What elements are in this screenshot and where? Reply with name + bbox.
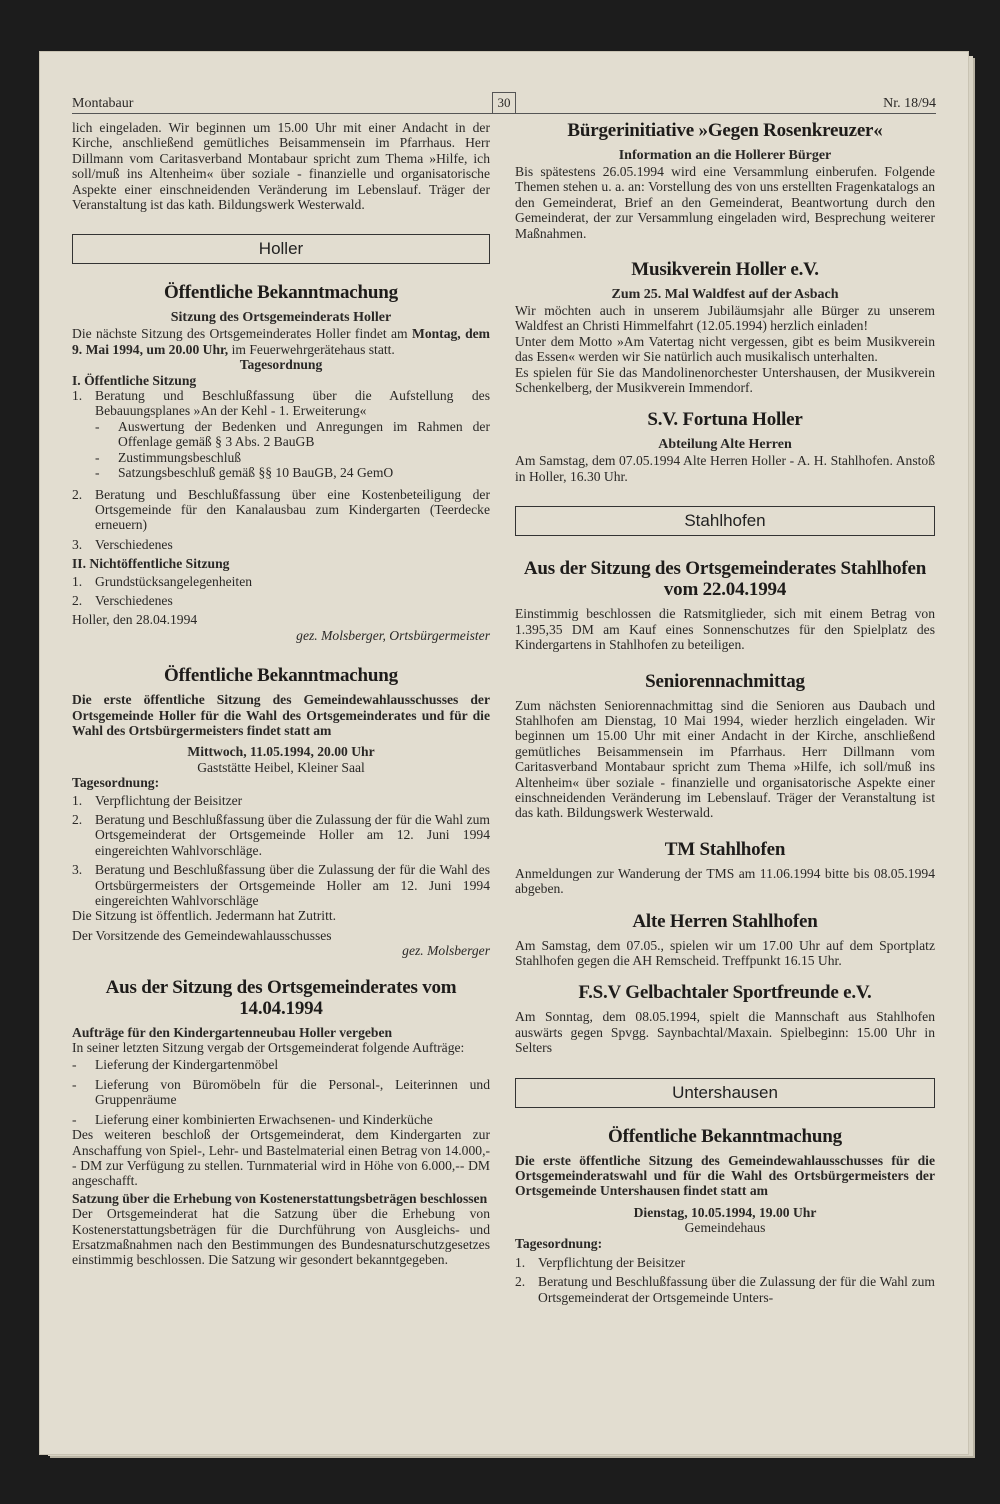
tm-title: TM Stahlhofen (664, 838, 786, 860)
uh-notice-intro: Die erste öffentliche Sitzung des Gemeindewahlausschusses für die Ortsgemeinderatswahl und für die Wahl des Ortsbürgermeisters der Ortsgemeinde Untershausen findet statt am (515, 1152, 935, 1199)
notice3-title: Aus der Sitzung des Ortsgemeinderates vom 14.04.1994 (105, 976, 457, 1019)
notice2-signature: gez. Molsberger (402, 943, 490, 959)
section-holler: Holler (72, 234, 490, 264)
notice3-text3: Der Ortsgemeinderat hat die Satzung über die Erhebung von Kostenerstattungsbeträgen für die Durchführung von Ausgleichs- und Ersatzmaßnahmen nach den Bestimmungen des Bundesnaturschutzgesetzes einstimmig beschlossen. Die Satzung wir gesondert bekanntgegeben. (72, 1206, 490, 1268)
agenda-subitem: - Satzungsbeschluß gemäß §§ 10 BauGB, 24 GemO (95, 465, 394, 481)
agenda-item: 2. Verschiedenes (72, 592, 173, 608)
section-untershausen: Untershausen (515, 1078, 935, 1108)
notice1-signature: gez. Molsberger, Ortsbürgermeister (296, 627, 490, 643)
uh-notice-title: Öffentliche Bekanntmachung (608, 1125, 842, 1147)
fsv-text: Am Sonntag, dem 08.05.1994, spielt die Mannschaft aus Stahlhofen auswärts gegen Spvgg. Saynbachtal/Maxain. Spielbeginn: 15.00 Uhr in Selters (515, 1009, 935, 1056)
page-number: 30 (492, 92, 516, 114)
notice2-intro: Die erste öffentliche Sitzung des Gemeindewahlausschusses der Ortsgemeinde Holler für die Wahl des Ortsgemeinderates und für die Wahl des Ortsbürgermeisters findet statt am (72, 692, 490, 738)
right-column (515, 120, 935, 1305)
fsv-title: F.S.V Gelbachtaler Sportfreunde e.V. (578, 982, 872, 1004)
notice2-chair: Der Vorsitzende des Gemeindewahlausschusses (72, 927, 332, 943)
senioren-text: Zum nächsten Seniorennachmittag sind die Senioren aus Daubach und Stahlhofen am Dienstag, 10 Mai 1994, wieder herzlich eingeladen. Wir beginnen um 15.00 Uhr mit einer Andacht in der Kirche, anschließend gemütliches Beisammensein im Pfarrhaus. Herr Dillmann vom Caritasverband Montabaur spricht zum Thema »Hilfe, ich soll/muß ins Altenheim« über soziale - finanzielle und organisatorische Aspekte einer einschneidenden Veränderung im Lebenslauf. Träger der Veranstaltung ist das kath. Bildungswerk Westerwald. (515, 697, 935, 821)
agenda-item: 1. Grundstücksangelegenheiten (72, 573, 253, 589)
notice2-location: Gaststätte Heibel, Kleiner Saal (197, 759, 365, 775)
agenda-item: 2. Beratung und Beschlußfassung über die Zulassung der für die Wahl zum Ortsgemeinderat der Ortsgemeinde Unters- (515, 1274, 935, 1305)
list-item: - Lieferung von Büromöbeln für die Personal-, Leiterinnen und Gruppenräume (72, 1076, 490, 1108)
uh-notice-datetime: Dienstag, 10.05.1994, 19.00 Uhr (633, 1204, 817, 1220)
sitzung-title: Aus der Sitzung des Ortsgemeinderates Stahlhofen vom 22.04.1994 (523, 558, 927, 601)
tm-text: Anmeldungen zur Wanderung der TMS am 11.06.1994 bitte bis 08.05.1994 abgeben. (515, 865, 935, 897)
notice3-items (72, 1057, 490, 1127)
notice1-text: Die nächste Sitzung des Ortsgemeinderates Holler findet am Montag, dem 9. Mai 1994, um 20.00 Uhr, im Feuerwehrgerätehaus statt. (72, 326, 490, 357)
notice1-subitems (72, 419, 490, 481)
fortuna-subtitle: Abteilung Alte Herren (658, 437, 792, 453)
left-column (72, 120, 490, 1268)
notice1-title: Öffentliche Bekanntmachung (164, 282, 398, 304)
notice2-datetime: Mittwoch, 11.05.1994, 20.00 Uhr (187, 744, 375, 760)
uh-notice-agenda (515, 1255, 935, 1305)
agenda-item: 2. Beratung und Beschlußfassung über eine Kostenbeteiligung der Ortsgemeinde für den Kanalausbau zum Kindergarten (Teerdecke erneuern) (72, 486, 490, 533)
notice1-public-heading: I. Öffentliche Sitzung (72, 372, 197, 388)
notice1-agenda (72, 388, 490, 419)
uh-notice-location: Gemeindehaus (684, 1220, 766, 1236)
notice3-text2: Des weiteren beschloß der Ortsgemeinderat, dem Kindergarten zur Anschaffung von Spiel-, Lehr- und Bastelmaterial einen Betrag von 14.000,-- DM zur Verfügung zu stellen. Turnmaterial wird in Höhe von 6.000,-- DM angeschafft. (72, 1127, 490, 1189)
musik-subtitle: Zum 25. Mal Waldfest auf der Asbach (611, 287, 839, 303)
senioren-title: Seniorennachmittag (645, 670, 805, 692)
notice2-title: Öffentliche Bekanntmachung (164, 665, 398, 687)
fortuna-text: Am Samstag, dem 07.05.1994 Alte Herren Holler - A. H. Stahlhofen. Anstoß in Holler, 16.30 Uhr. (515, 453, 935, 484)
section-stahlhofen: Stahlhofen (515, 506, 935, 536)
list-item: - Lieferung einer kombinierten Erwachsenen- und Kinderküche (72, 1111, 433, 1127)
bi-title: Bürgerinitiative »Gegen Rosenkreuzer« (567, 120, 883, 141)
agenda-item: 3. Verschiedenes (72, 536, 173, 552)
fortuna-title: S.V. Fortuna Holler (647, 409, 803, 431)
bi-subtitle: Information an die Hollerer Bürger (618, 148, 832, 163)
musik-title: Musikverein Holler e.V. (631, 259, 819, 281)
agenda-item: 1. Verpflichtung der Beisitzer (72, 792, 243, 808)
notice1-subtitle: Sitzung des Ortsgemeinderats Holler (170, 310, 392, 326)
agenda-item: 1. Verpflichtung der Beisitzer (515, 1255, 686, 1271)
notice1-agenda-cont (72, 487, 490, 553)
notice2-public-note: Die Sitzung ist öffentlich. Jedermann hat Zutritt. (72, 908, 337, 924)
notice1-date: Holler, den 28.04.1994 (72, 612, 198, 628)
notice2-agenda-heading: Tagesordnung: (72, 775, 160, 791)
musik-text3: Es spielen für Sie das Mandolinenorchester Untershausen, der Musikverein Schenkelberg, der Musikverein Immendorf. (515, 364, 935, 396)
musik-text2: Unter dem Motto »Am Vatertag nicht vergessen, gibt es beim Musikverein das Essen« werden wir Sie natürlich auch musikalisch unterhalten. (515, 333, 935, 365)
page-header (72, 92, 936, 114)
issue-number: Nr. 18/94 (883, 96, 936, 111)
notice3-heading1: Aufträge für den Kindergartenneubau Holler vergeben (72, 1024, 393, 1040)
list-item: - Lieferung der Kindergartenmöbel (72, 1057, 279, 1073)
agenda-subitem: - Zustimmungsbeschluß (95, 449, 242, 465)
agenda-item: 3. Beratung und Beschlußfassung über die Zulassung der für die Wahl des Ortsbürgermeisters der Ortsgemeinde Holler am 12. Juni 1994 eingereichten Wahlvorschläge (72, 862, 490, 909)
notice1-private-heading: II. Nichtöffentliche Sitzung (72, 556, 230, 572)
ah-text: Am Samstag, dem 07.05., spielen wir um 17.00 Uhr auf dem Sportplatz Stahlhofen gegen die AH Remscheid. Treffpunkt 16.15 Uhr. (515, 937, 935, 968)
notice3-text1: In seiner letzten Sitzung vergab der Ortsgemeinderat folgende Aufträge: (72, 1040, 465, 1056)
agenda-subitem: - Auswertung der Bedenken und Anregungen im Rahmen der Offenlage gemäß § 3 Abs. 2 BauGB (95, 418, 490, 450)
continued-text: lich eingeladen. Wir beginnen um 15.00 Uhr mit einer Andacht in der Kirche, anschließend gemütliches Beisammensein im Pfarrhaus. Herr Dillmann vom Caritasverband Montabaur spricht zum Thema »Hilfe, ich soll/muß ins Altenheim« über soziale - finanzielle und organisatorische Aspekte einer einschneidenden Veränderung im Lebenslauf. Träger der Veranstaltung ist das kath. Bildungswerk Westerwald. (72, 120, 490, 213)
ah-title: Alte Herren Stahlhofen (632, 910, 818, 932)
uh-notice-agenda-heading: Tagesordnung: (515, 1235, 603, 1251)
bi-text: Bis spätestens 26.05.1994 wird eine Versammlung einberufen. Folgende Themen stehen u. a. an: Vorstellung des von uns erstellten Fragenkatalogs an den Gemeinderat, Brief an den Gemeinderat, Beantwortung durch den Gemeinderat, der zur Versammlung eingeladen wird, Besprechung weiterer Maßnahmen. (515, 164, 935, 241)
musik-text1: Wir möchten auch in unserem Jubiläumsjahr alle Bürger zu unserem Waldfest an Christi Himmelfahrt (12.05.1994) herzlich einladen! (515, 303, 935, 334)
header-place: Montabaur (72, 96, 134, 111)
header-rule (72, 113, 936, 114)
notice3-heading2: Satzung über die Erhebung von Kostenerstattungsbeträgen beschlossen (72, 1190, 488, 1206)
sitzung-text: Einstimmig beschlossen die Ratsmitglieder, sich mit einem Betrag von 1.395,35 DM am Kauf eines Sonnenschutzes für den Spielplatz des Kindergartens in Stahlhofen zu beteiligen. (515, 606, 935, 653)
notice1-agenda-heading: Tagesordnung (239, 357, 323, 373)
agenda-item: 2. Beratung und Beschlußfassung über die Zulassung der für die Wahl zum Ortsgemeinderat der Ortsgemeinde Holler am 12. Juni 1994 eingereichten Wahlvorschläge. (72, 812, 490, 858)
agenda-item: 1. Beratung und Beschlußfassung über die Aufstellung des Bebauungsplanes »An der Kehl - 1. Erweiterung« (72, 388, 490, 419)
notice2-agenda (72, 793, 490, 909)
notice1-private-agenda (72, 574, 490, 609)
